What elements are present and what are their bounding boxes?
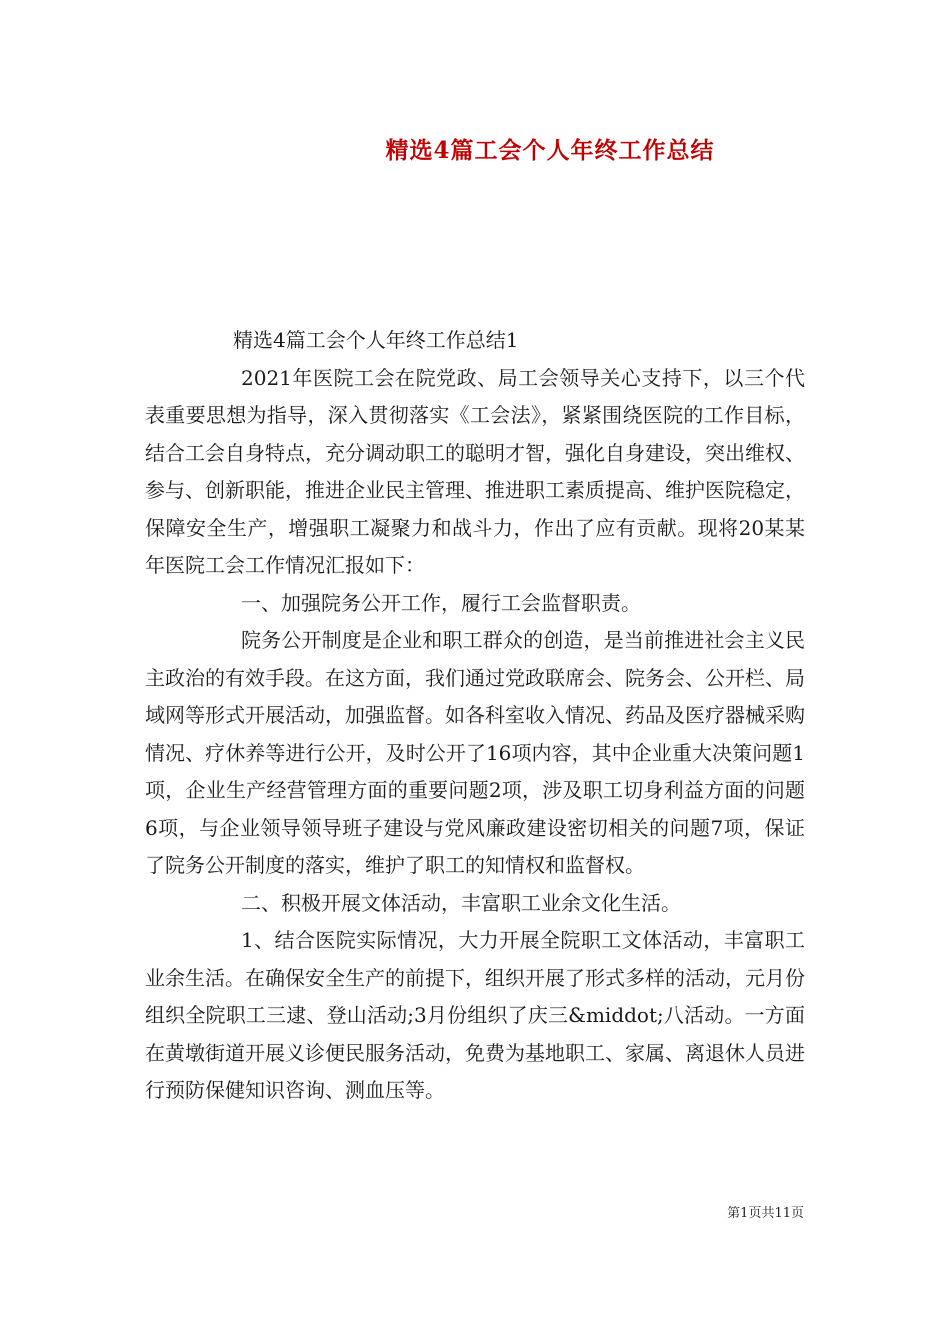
section-heading: 精选4篇工会个人年终工作总结1 <box>233 328 519 352</box>
paragraph-disclosure: 院务公开制度是企业和职工群众的创造，是当前推进社会主义民主政治的有效手段。在这方面，我们通过党政联席会、院务会、公开栏、局域网等形式开展活动，加强监督。如各科室收入情况、药品及医疗器械采购情况、疗休养等进行公开，及时公开了16项内容，其中企业重大决策问题1项，企业生产经营管理方面的重要问题2项，涉及职工切身利益方面的问题6项，与企业领导领导班子建设与党风廉政建设密切相关的问题7项，保证了院务公开制度的落实，维护了职工的知情权和监督权。 <box>145 628 805 877</box>
paragraph-intro: 2021年医院工会在院党政、局工会领导关心支持下，以三个代表重要思想为指导，深入贯彻落实《工会法》，紧紧围绕医院的工作目标，结合工会自身特点，充分调动职工的聪明才智，强化自身建设，突出维权、参与、创新职能，推进企业民主管理、推进职工素质提高、维护医院稳定，保障安全生产，增强职工凝聚力和战斗力，作出了应有贡献。现将20某某年医院工会工作情况汇报如下： <box>145 365 805 577</box>
document-body <box>145 322 805 1110</box>
paragraph-heading-two: 二、积极开展文体活动，丰富职工业余文化生活。 <box>241 890 681 915</box>
document-title: 精选4篇工会个人年终工作总结 <box>385 137 715 164</box>
paragraph-activities: 1、结合医院实际情况，大力开展全院职工文体活动，丰富职工业余生活。在确保安全生产的前提下，组织开展了形式多样的活动，元月份组织全院职工三逮、登山活动;3月份组织了庆三&middot;八活动。一方面在黄墩街道开展义诊便民服务活动，免费为基地职工、家属、离退休人员进行预防保健知识咨询、测血压等。 <box>145 928 805 1102</box>
page-number-footer: 第1页共11页 <box>727 1206 804 1221</box>
paragraph-heading-one: 一、加强院务公开工作，履行工会监督职责。 <box>241 590 641 615</box>
